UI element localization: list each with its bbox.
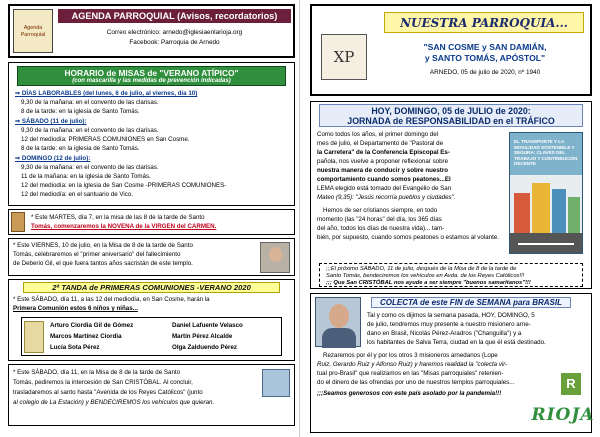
issue-date: ARNEDO, 05 de julio de 2020, nº 1940: [429, 69, 541, 76]
article-line: momento (las "24 horas" del día, los 365 días: [317, 216, 442, 223]
collection-line: ;;;Seamos generosos con este país asolado por la pandemia!!!: [317, 390, 502, 397]
first-communions: [8, 279, 295, 361]
right-page: [302, 0, 600, 437]
saturday-line: Tomás, pediremos la intercesión de San CRISTÓBAL. Al concluir,: [13, 379, 193, 386]
mass-schedule-title-box: [17, 66, 286, 86]
article-line: Mateo (9,35): "Jesús recorría pueblos y ciudades".: [317, 194, 456, 201]
blessing-line: ;;; Que San CRISTÓBAL nos ayude a ser siempre "buenos samaritanos"!!!: [326, 280, 531, 286]
virgin-carmen-image-icon: [11, 212, 25, 232]
chi-rho-logo-icon: [321, 34, 367, 80]
rioja-watermark-logo: [529, 373, 597, 433]
communicant-name: Marcos Martínez Ciordia: [50, 333, 122, 340]
saturday-line: trasladaremos al santo hasta "Avenida de los Reyes Católicos" (junto: [13, 389, 203, 396]
missionary-photo-icon: [315, 297, 361, 347]
newsletter-header: [310, 4, 592, 96]
communicant-name: Lucía Sota Pérez: [50, 344, 100, 351]
friday-line: de Deberio Gil, el que fuera tantos años sacristán de este templo.: [13, 260, 193, 267]
saturday-notice: [8, 364, 295, 426]
tuesday-notice: [8, 209, 295, 235]
chi-rho-letters: XP: [333, 48, 355, 66]
communicant-name: Daniel Lafuente Velasco: [172, 322, 243, 329]
saturday-line: al colegio de La Estación) y BENDECIREMOS los vehículos que quieran.: [13, 399, 215, 406]
blessing-line: ;;;El próximo SÁBADO, 11 de julio, después de la Misa de 8 de la tarde de: [326, 266, 517, 272]
article-line: LEMA elegido está tomado del Evangelio de San: [317, 185, 452, 192]
communicant-name: Olga Zalduendo Pérez: [172, 344, 237, 351]
schedule-line: 9,30 de la mañana: en el convento de las clarisas.: [21, 127, 159, 134]
mass-schedule: [8, 62, 295, 206]
communicants-list: [21, 317, 282, 356]
collection-line: los habitantes de Salva Terra, ciudad en la que él está destinado.: [367, 339, 546, 346]
collection-line: do el dinero de las ofrendas por uno de nuestros templos parroquiales...: [317, 379, 515, 386]
rioja-logo-icon: R: [561, 373, 581, 395]
article-line: Como todos los años, el primer domingo del: [317, 131, 439, 138]
traffic-day-title: HOY, DOMINGO, 05 de JULIO de 2020:: [371, 106, 531, 116]
schedule-line: 12 del mediodía: PRIMERAS COMUNIONES en San Cosme.: [21, 136, 190, 143]
schedule-line: 9,30 de la mañana: en el convento de las clarisas.: [21, 99, 159, 106]
sacristan-photo-icon: [260, 242, 290, 273]
communions-line: Primera Comunión estos 6 niños y niñas...: [13, 305, 138, 312]
article-line: comportamiento cuando somos peatones...El: [317, 176, 451, 183]
tuesday-line: Tomás, comenzaremos la NOVENA de la VIRGEN del CARMEN.: [31, 223, 217, 230]
road-safety-poster-image: [509, 132, 583, 254]
friday-line: * Este VIERNES, 10 de julio, en la Misa de 8 de la tarde de Santo: [13, 242, 193, 249]
newsletter-title: NUESTRA PARROQUIA...: [384, 12, 584, 33]
agenda-facebook: Facebook: Parroquia de Arnedo: [129, 39, 220, 46]
traffic-day-subtitle: JORNADA de RESPONSABILIDAD en el TRÁFICO: [347, 116, 555, 126]
poster-text: EL TRANSPORTE Y LA MOVILIDAD SOSTENIBLE Y SEGURA: CLAVES DEL TRABAJO Y CONTRIBUCIÓN DECENTE: [514, 139, 578, 167]
schedule-line: 11 de la mañana: en la iglesia de Santo Tomás.: [21, 173, 151, 180]
agenda-email: Correo electrónico: arnedo@iglesiaenlarioja.org: [106, 29, 243, 36]
saturday-line: * Este SÁBADO, día 11, en la Misa de 8 de la tarde de Santo: [13, 369, 181, 376]
agenda-logo-label: Agenda Parroquial: [20, 25, 46, 38]
collection-line: Tal y como os dijimos la semana pasada, HOY, DOMINGO, 5: [367, 312, 535, 319]
agenda-logo-icon: [13, 9, 53, 53]
traffic-day-article: [310, 101, 592, 289]
left-page: [0, 0, 298, 437]
blessing-line: Santo Tomás, bendeciremos los vehículos en Avda. de los Reyes Católicos!!!: [326, 273, 525, 279]
schedule-line: ⇒ DÍAS LABORABLES (del lunes, 6 de julio, al viernes, día 10): [15, 90, 198, 97]
parish-name: "SAN COSME y SAN DAMIÁN, y SANTO TOMÁS, APÓSTOL": [423, 42, 547, 63]
schedule-line: ⇒ SÁBADO (11 de julio):: [15, 118, 87, 125]
collection-line: tual pro-Brasil" que realizamos en las "Misas parroquiales" retenien-: [317, 370, 504, 377]
article-line: Hemos de ser cristianos siempre, en todo: [323, 207, 438, 214]
article-line: bién, por supuesto, cuando somos peatones o estamos al volante.: [317, 234, 499, 241]
communicant-name: Martín Pérez Alcalde: [172, 333, 233, 340]
communicant-name: Arturo Ciordia Gil de Gómez: [50, 322, 134, 329]
schedule-line: 8 de la tarde: en la iglesia de Santo Tomás.: [21, 108, 140, 115]
communion-chalice-icon: [24, 321, 44, 353]
schedule-line: 12 del mediodía: en el santuario de Vico.: [21, 191, 134, 198]
saint-christopher-image-icon: [262, 369, 290, 397]
first-communions-title: 2ª TANDA de PRIMERAS COMUNIONES -VERANO 2020: [23, 282, 280, 293]
mass-schedule-title: HORARIO de MISAS de "VERANO ATÍPICO": [64, 68, 239, 78]
communions-line: * Este SÁBADO, día 11, a las 12 del mediodía, en San Cosme, harán la: [13, 296, 210, 303]
collection-line: Ruiz, Gerardo Ruiz y Alfonso Ruiz) y haremos realidad la "colecta vir-: [317, 361, 508, 368]
tuesday-line: * Este MARTES, día 7, en la misa de las 8 de la tarde de Santo: [31, 214, 205, 221]
schedule-line: 9,30 de la mañana: en el convento de las clarisas.: [21, 164, 159, 171]
article-line: del año, todos los días de nuestra vida)... tam-: [317, 225, 445, 232]
schedule-line: ⇒ DOMINGO (12 de julio):: [15, 155, 91, 162]
friday-line: Tomás, celebraremos el "primer aniversario" del fallecimiento: [13, 251, 181, 258]
vehicle-blessing-notice: [319, 263, 583, 287]
mass-schedule-subtitle: (con mascarilla y las medidas de prevención indicadas): [72, 78, 231, 84]
article-line: pañola, nos vuelve a proponer reflexionar sobre: [317, 158, 449, 165]
schedule-line: 12 del mediodía: en la iglesia de San Cosme -PRIMERAS COMUNIONES-: [21, 182, 227, 189]
friday-notice: [8, 238, 295, 276]
page-divider: [299, 0, 300, 437]
article-line: nuestra manera de conducir y sobre nuestro: [317, 167, 449, 174]
collection-title: COLECTA de este FIN de SEMANA para BRASIL: [371, 297, 571, 308]
agenda-title: AGENDA PARROQUIAL (Avisos, recordatorios): [58, 9, 291, 23]
article-line: la Carretera" de la Conferencia Episcopal Es-: [317, 149, 450, 156]
collection-line: de julio, tendremos muy presente a nuestro misionero arne-: [367, 321, 531, 328]
collection-line: Rezaremos por él y por los otros 3 misioneros arnedanos (Lope: [323, 352, 498, 359]
rioja-logo-text: RIOJA: [531, 405, 595, 425]
traffic-day-title-box: [319, 104, 583, 127]
schedule-line: 8 de la tarde: en la iglesia de Santo Tomás.: [21, 145, 140, 152]
article-line: mes de julio, el Departamento de "Pastoral de: [317, 140, 444, 147]
collection-line: dano en Brasil, Nicolás Pérez-Aradros ("Changuilla") y a: [367, 330, 522, 337]
agenda-header: [8, 4, 295, 58]
